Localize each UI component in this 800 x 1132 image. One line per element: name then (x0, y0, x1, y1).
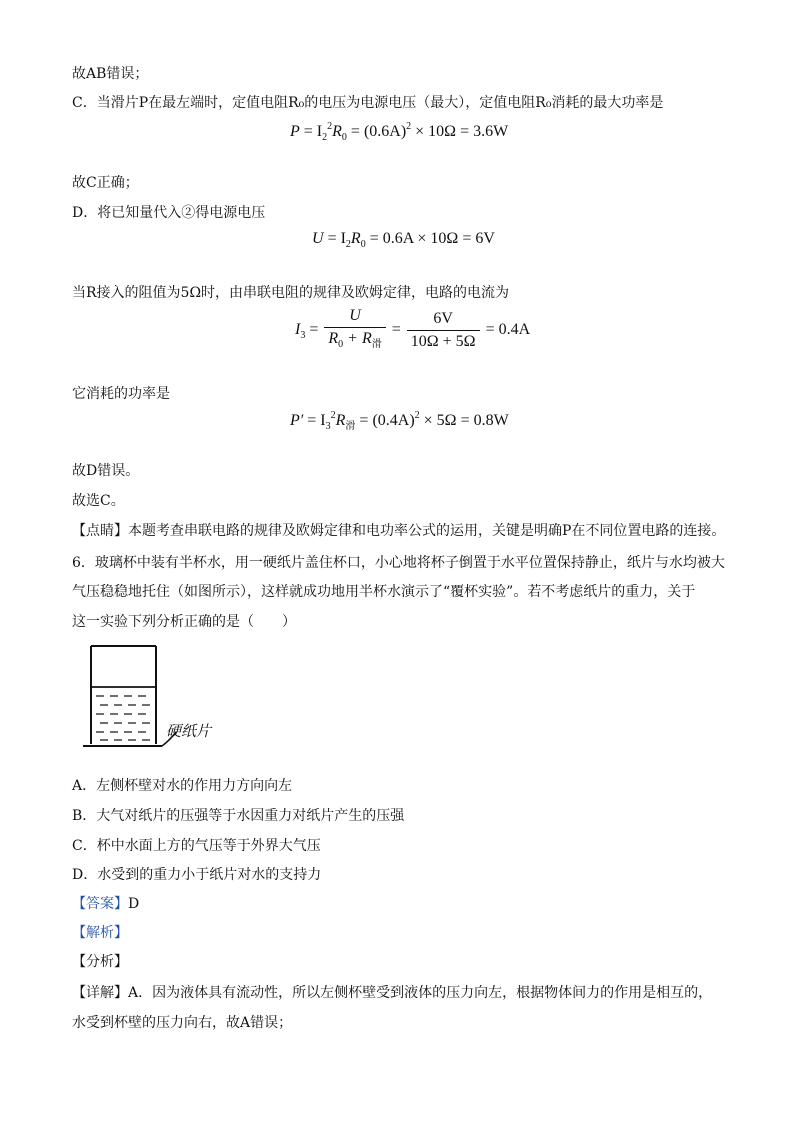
text-line: D．将已知量代入②得电源电压 (72, 205, 266, 221)
detail-line: 水受到杯壁的压力向右，故A错误； (72, 1015, 293, 1031)
overturned-cup-diagram (78, 644, 228, 758)
text-line: 它消耗的功率是 (72, 386, 170, 402)
equation-current: $I_3$ = $\frac{U}{R_0 + R_滑}$ = $\frac{6V}{10\Omega + 5\Omega}$ = 0.4A (295, 307, 531, 350)
cup-figure (78, 644, 228, 762)
option-d: D．水受到的重力小于纸片对水的支持力 (72, 867, 322, 883)
text-line: 当R接入的阻值为5Ω时，由串联电阻的规律及欧姆定律，电路的电流为 (72, 285, 510, 301)
text-line: 故D错误。 (72, 463, 140, 479)
answer-value: D (128, 896, 140, 912)
answer-line (72, 894, 139, 914)
text-line: 故C正确； (72, 175, 139, 191)
detail-text: A．因为液体具有流动性，所以左侧杯壁受到液体的压力向左，根据物体间力的作用是相互的， (128, 985, 713, 1001)
detail-tag: 【详解】 (72, 985, 128, 1001)
text-line-tip (72, 521, 725, 541)
paper-card-label: 硬纸片 (166, 722, 212, 740)
equation-voltage: $U = I_2R_0 = 0.6A \times 10\Omega = 6V$ (312, 230, 495, 250)
question-text: 6．玻璃杯中装有半杯水，用一硬纸片盖住杯口，小心地将杯子倒置于水平位置保持静止，纸片与水均被大 (72, 555, 725, 571)
answer-tag: 【答案】 (72, 896, 128, 912)
option-a: A．左侧杯壁对水的作用力方向向左 (72, 778, 293, 794)
question-text: 这一实验下列分析正确的是（ ） (72, 614, 296, 630)
fenxi-tag: 【分析】 (72, 954, 128, 970)
text-line: 故AB错误； (72, 66, 149, 82)
detail-line (72, 983, 712, 1003)
tip-text: 本题考查串联电路的规律及欧姆定律和电功率公式的运用，关键是明确P在不同位置电路的连接。 (128, 523, 726, 539)
text-line: 故选C。 (72, 493, 125, 509)
tip-tag: 【点睛】 (72, 523, 128, 539)
equation-power-max: $P = I_2^2R_0 = (0.6A)^2 \times 10\Omega = 3.6W$ (290, 121, 509, 143)
equation-power: $P' = I_3^2R_滑 = (0.4A)^2 \times 5\Omega = 0.8W$ (290, 410, 509, 432)
option-c: C．杯中水面上方的气压等于外界大气压 (72, 838, 321, 854)
analysis-tag: 【解析】 (72, 925, 128, 941)
question-text: 气压稳稳地托住（如图所示），这样就成功地用半杯水演示了“覆杯实验”。若不考虑纸片的重力，关于 (72, 584, 696, 600)
text-line: C．当滑片P在最左端时，定值电阻R₀的电压为电源电压（最大），定值电阻R₀消耗的最大功率是 (72, 95, 664, 111)
option-b: B．大气对纸片的压强等于水因重力对纸片产生的压强 (72, 808, 405, 824)
water-dashes (96, 696, 150, 740)
